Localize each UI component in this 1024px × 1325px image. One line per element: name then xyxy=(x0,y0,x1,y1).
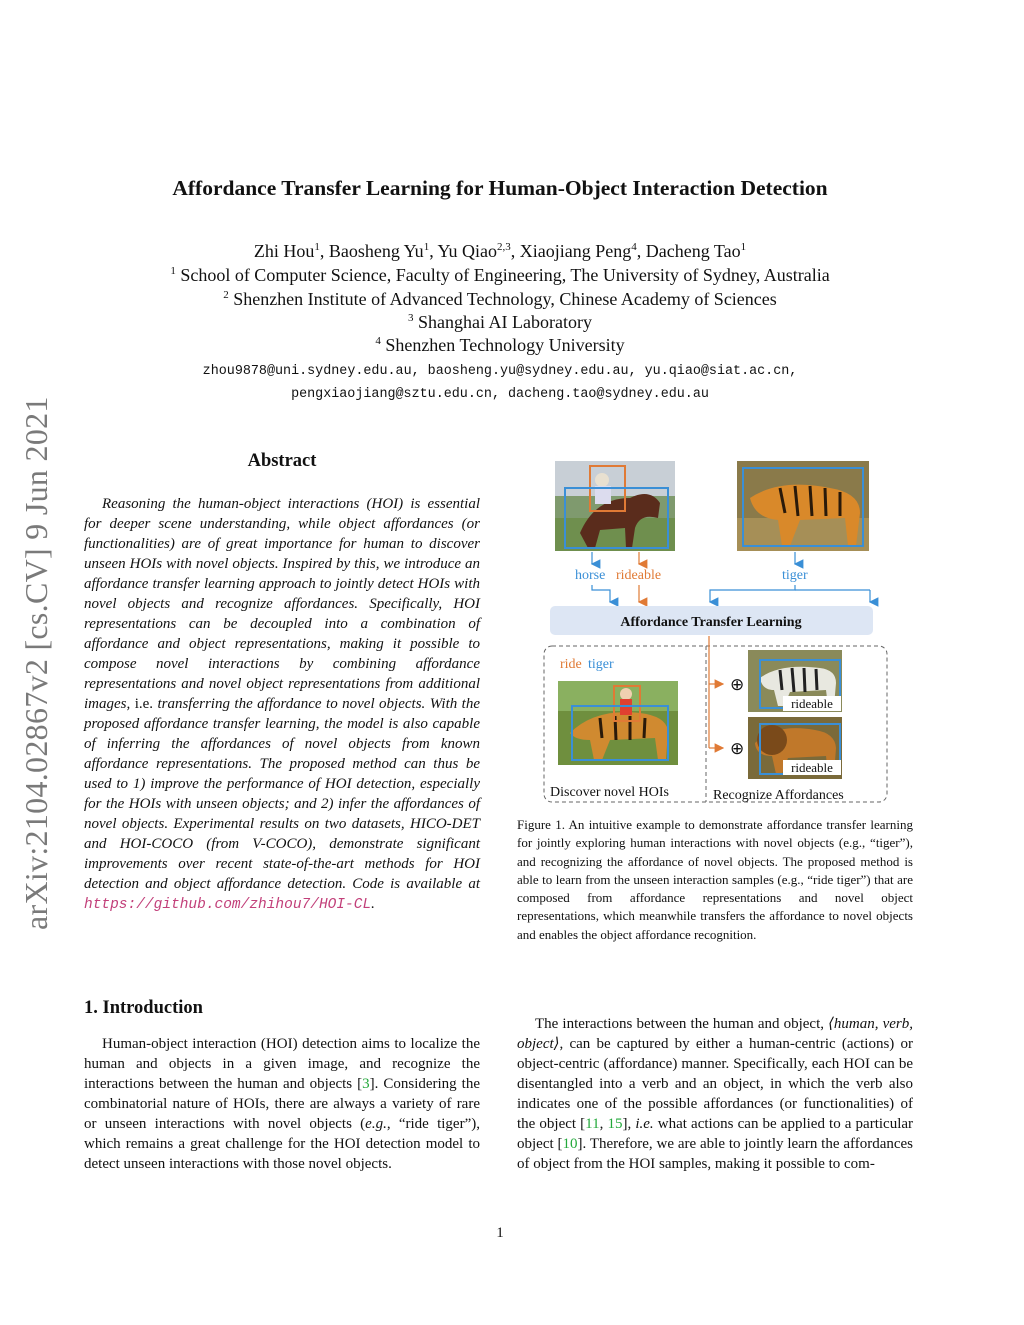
author-name: Zhi Hou xyxy=(253,241,315,261)
ride-tiger-photo xyxy=(558,681,678,765)
zebra-photo xyxy=(748,650,842,712)
author-name: Baosheng Yu xyxy=(328,241,424,261)
horse-rider-photo xyxy=(555,461,675,551)
fig-label-rideable-zebra: rideable xyxy=(791,696,833,711)
fig-label-tiger: tiger xyxy=(782,568,808,583)
intro-paragraph-2: The interactions between the human and object, ⟨human, verb, object⟩, can be captured by either a human-centric (actions) or object-centric (affordance) manner. Specifically, each HOI can be disentangled into a verb and an object, in which the verb also indicates one of the possible affordances (or functionalities) of the object [11, 15], i.e. what actions can be applied to a particular object [10]. Therefore, we are able to jointly learn the affordances of object from the HOI samples, making it possible to com- xyxy=(517,1016,914,1172)
fig-label-discover: Discover novel HOIs xyxy=(550,785,669,800)
code-link[interactable]: https://github.com/zhihou7/HOI-CL xyxy=(84,897,372,913)
fig-label-ride: ride xyxy=(560,657,582,672)
section-heading-introduction: 1. Introduction xyxy=(84,998,203,1018)
paper-title: Affordance Transfer Learning for Human-Object Interaction Detection xyxy=(172,176,828,200)
oplus-icon: ⊕ xyxy=(730,739,745,759)
lion-photo xyxy=(748,717,842,779)
fig-label-rideable-lion: rideable xyxy=(791,760,833,775)
citation-link[interactable]: 3 xyxy=(362,1076,370,1092)
fig-label-rideable: rideable xyxy=(616,568,662,583)
author-name: Yu Qiao xyxy=(437,241,498,261)
abstract-body: Reasoning the human-object interactions (HOI) is essential for deeper scene understanding, while object affordances (or functionalities) are of great importance for human to discover unseen HOIs with novel objects. Inspired by this, we introduce an affordance transfer learning approach to jointly detect HOIs with novel objects and recognize affordances. Specifically, HOI representations can be decoupled into a combination of affordance and object representations, making it possible to compose novel interactions by combining affordance representations and novel object representations from additional images, i.e. transferring the affordance to novel objects. With the proposed affordance transfer learning, the model is also capable of inferring the affordances of novel objects from known affordance representations. The proposed method can thus be used to 1) improve the performance of HOI detection, especially for the HOIs with unseen objects; and 2) infer the affordances of novel objects. Experimental results on two datasets, HICO-DET and HOI-COCO (from V-COCO), demonstrate significant improvements over recent state-of-the-art methods for HOI detection and object affordance detection. Code is available at https://github.com/zhihou7/HOI-CL. xyxy=(84,496,480,913)
citation-link[interactable]: 15 xyxy=(607,1116,623,1132)
author-name: Xiaojiang Peng xyxy=(519,241,632,261)
author-list: Zhi Hou$^1$, Baosheng Yu$^1$, Yu Qiao$^{2,3}$, Xiaojiang Peng$^4$, Dacheng Tao$^1$ xyxy=(253,241,747,261)
affiliation-3: $^3$ Shanghai AI Laboratory xyxy=(408,312,592,332)
figure-1 xyxy=(540,458,890,808)
arxiv-stamp: arXiv:2104.02867v2 [cs.CV] 9 Jun 2021 xyxy=(18,396,54,930)
affiliation-2: $^2$ Shenzhen Institute of Advanced Technology, Chinese Academy of Sciences xyxy=(223,289,777,309)
fig-label-recognize: Recognize Affordances xyxy=(713,788,844,803)
citation-link[interactable]: 10 xyxy=(562,1136,578,1152)
citation-link[interactable]: 11 xyxy=(585,1116,600,1132)
email-line-2: pengxiaojiang@sztu.edu.cn, dacheng.tao@sydney.edu.au xyxy=(291,387,709,402)
affiliation-4: $^4$ Shenzhen Technology University xyxy=(375,335,625,355)
page-number: 1 xyxy=(496,1225,504,1241)
fig-label-transfer: Affordance Transfer Learning xyxy=(620,615,802,630)
oplus-icon: ⊕ xyxy=(730,675,745,695)
affiliation-1: $^1$ School of Computer Science, Faculty of Engineering, The University of Sydney, Australia xyxy=(170,265,830,285)
intro-paragraph-1: Human-object interaction (HOI) detection aims to localize the human and objects in a given image, and recognize the interactions between the human and objects [3]. Considering the combinatorial nature of HOIs, there are always a variety of rare or unseen interactions with novel objects (e.g., “ride tiger”), which remains a great challenge for the HOI detection model to detect unseen interactions with those novel objects. xyxy=(84,1036,480,1172)
figure-caption: Figure 1. An intuitive example to demonstrate affordance transfer learning for jointly exploring human interactions with novel objects (e.g., “tiger”), and recognizing the affordance of novel objects. The proposed method is able to learn from the unseen interaction samples (e.g., “ride tiger”) that are composed from affordance representations and novel object representations, which meanwhile transfers the affordance to novel objects and enables the object affordance recognition. xyxy=(517,817,913,942)
fig-label-horse: horse xyxy=(575,568,606,583)
author-name: Dacheng Tao xyxy=(645,241,741,261)
tiger-photo xyxy=(737,461,869,551)
email-line-1: zhou9878@uni.sydney.edu.au, baosheng.yu@sydney.edu.au, yu.qiao@siat.ac.cn, xyxy=(202,364,798,379)
fig-label-tiger-mid: tiger xyxy=(588,657,614,672)
abstract-heading: Abstract xyxy=(247,451,317,471)
